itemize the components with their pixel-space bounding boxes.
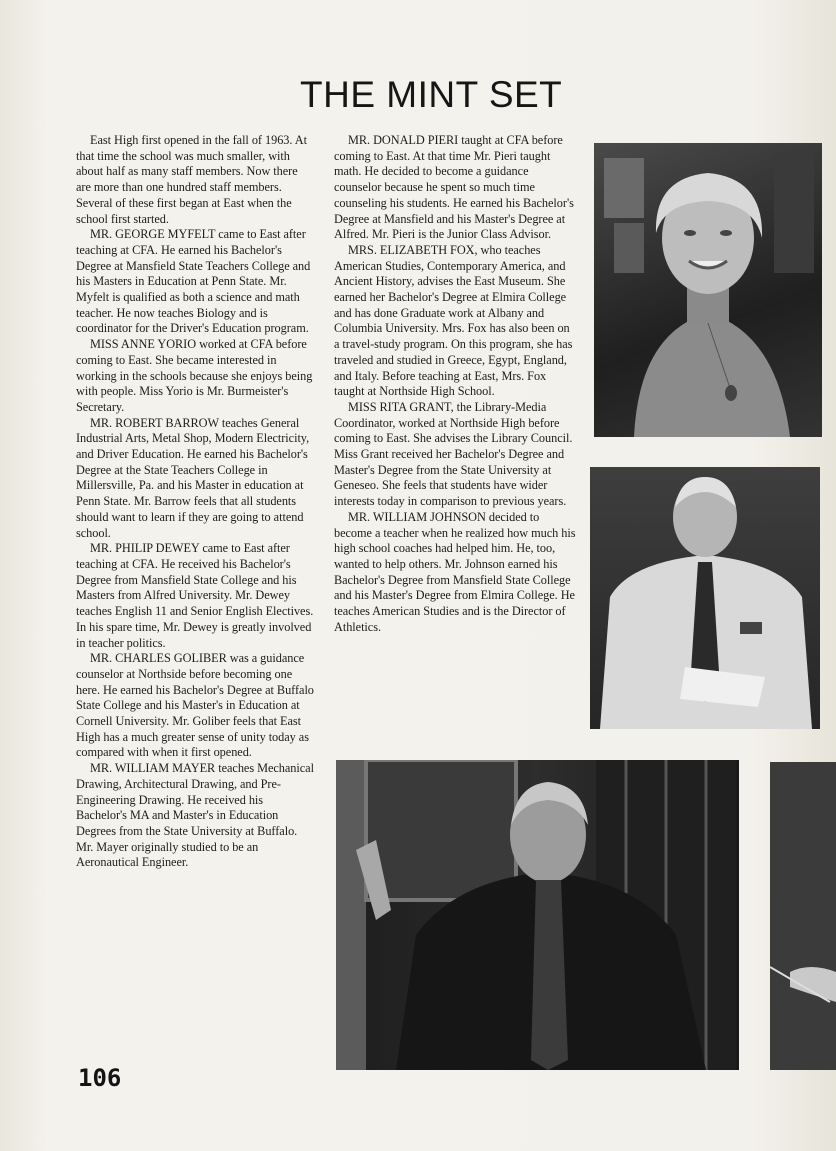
paragraph: MISS RITA GRANT, the Library-Media Coordinator, worked at Northside High before coming to East. She advises the Library Council. Miss Grant received her Bachelor's Degree and Master's Degree from the State University at Geneseo. She feels that students have wider interests today in comparison to previous years.	[334, 399, 573, 509]
paragraph: MR. DONALD PIERI taught at CFA before coming to East. At that time Mr. Pieri taught math. He decided to become a guidance counselor because he spent so much time counseling his students. He earned his Bachelor's Degree at Mansfield and his Master's Degree at Alfred. Mr. Pieri is the Junior Class Advisor.	[334, 133, 574, 242]
paragraph: MISS ANNE YORIO worked at CFA before coming to East. She became interested in working in the schools because she enjoys being with people. Miss Yorio is Mr. Burmeister's Secretary.	[76, 337, 313, 414]
text-column-right	[334, 133, 578, 636]
photo-partial-right	[770, 762, 836, 1070]
paragraph: MR. CHARLES GOLIBER was a guidance counselor at Northside before becoming one here. He earned his Bachelor's Degree at Buffalo State College and his Master's in Education at Cornell University. Mr. Goliber feels that East High has a much greater sense of unity today as compared with when it first opened.	[76, 651, 314, 760]
paragraph: East High first opened in the fall of 1963. At that time the school was much smaller, with about half as many staff members. Now there are more than one hundred staff members. Several of these first began at East when the school first started.	[76, 133, 307, 226]
page-title: THE MINT SET	[300, 74, 563, 115]
paragraph: MR. GEORGE MYFELT came to East after teaching at CFA. He earned his Bachelor's Degree at Mansfield State Teachers College and his Masters in Education at Penn State. Mr. Myfelt is qualified as both a science and math teacher. He now teaches Biology and is coordinator for the Driver's Education program.	[76, 227, 311, 336]
paragraph: MR. PHILIP DEWEY came to East after teaching at CFA. He received his Bachelor's Degree from Mansfield State College and his Masters from Alfred University. Mr. Dewey teaches English 11 and Senior English Electives. In his spare time, Mr. Dewey is greatly involved in teacher politics.	[76, 541, 314, 650]
photo-woman-portrait	[594, 143, 822, 437]
paragraph: MR. WILLIAM MAYER teaches Mechanical Drawing, Architectural Drawing, and Pre-Engineering Drawing. He received his Bachelor's MA and Master's in Education Degrees from the State University at Buffalo. Mr. Mayer originally studied to be an Aeronautical Engineer.	[76, 761, 314, 870]
photo-man-with-tie	[590, 467, 820, 729]
paragraph: MR. ROBERT BARROW teaches General Industrial Arts, Metal Shop, Modern Electricity, and Driver Education. He earned his Bachelor's Degree at the State Teachers College in Millersville, Pa. and his Master in education at Penn State. Mr. Barrow feels that all students should want to learn if they are going to attend school.	[76, 415, 310, 540]
page-number: 106	[78, 1064, 122, 1092]
paragraph: MR. WILLIAM JOHNSON decided to become a teacher when he realized how much his high school coaches had helped him. He, too, wanted to help others. Mr. Johnson earned his Bachelor's Degree from Mansfield State College and his Master's Degree from Elmira College. He teaches American Studies and is the Director of Athletics.	[334, 509, 576, 634]
photo-man-in-suit	[336, 760, 739, 1070]
text-column-left	[76, 133, 314, 871]
paragraph: MRS. ELIZABETH FOX, who teaches American Studies, Contemporary America, and Ancient History, advises the East Museum. She earned her Bachelor's Degree at Elmira College and has done Graduate work at Albany and Columbia University. Mrs. Fox has also been on a travel-study program. On this program, she has traveled and studied in Greece, Egypt, England, and Italy. Before teaching at East, Mrs. Fox taught at Northside High School.	[334, 242, 573, 399]
